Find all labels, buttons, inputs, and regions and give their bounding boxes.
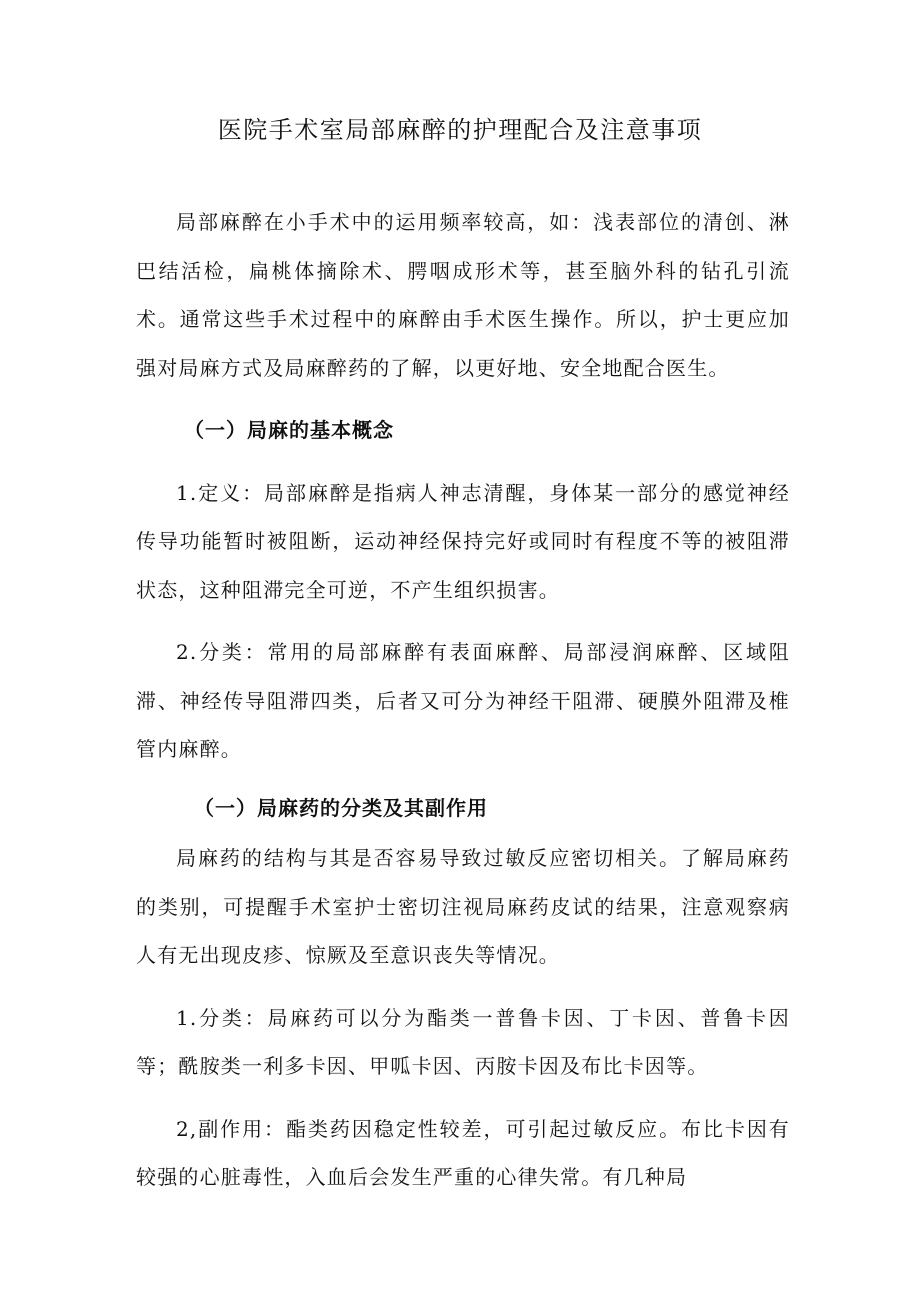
section-heading-anesthetic-classification: （一）局麻药的分类及其副作用 bbox=[194, 795, 488, 820]
definition-paragraph: 1.定义：局部麻醉是指病人神志清醒，身体某一部分的感觉神经传导功能暂时被阻断，运动神经保持完好或同时有程度不等的被阻滞状态，这种阻滞完全可逆，不产生组织损害。 bbox=[136, 480, 790, 602]
side-effects-paragraph: 2,副作用：酯类药因稳定性较差，可引起过敏反应。布比卡因有较强的心脏毒性，入血后会发生严重的心律失常。有几种局 bbox=[136, 1116, 790, 1189]
document-body bbox=[136, 198, 790, 1216]
anesthetic-classification-paragraph: 1.分类：局麻药可以分为酯类一普鲁卡因、丁卡因、普鲁卡因等；酰胺类一利多卡因、甲呱卡因、丙胺卡因及布比卡因等。 bbox=[136, 1005, 790, 1078]
anesthetic-intro-paragraph: 局麻药的结构与其是否容易导致过敏反应密切相关。了解局麻药的类别，可提醒手术室护士密切注视局麻药皮试的结果，注意观察病人有无出现皮疹、惊厥及至意识丧失等情况。 bbox=[136, 846, 790, 967]
document-title: 医院手术室局部麻醉的护理配合及注意事项 bbox=[217, 116, 703, 144]
section-heading-basic-concepts: （一）局麻的基本概念 bbox=[184, 418, 394, 442]
intro-paragraph: 局部麻醉在小手术中的运用频率较高，如：浅表部位的清创、淋巴结活检，扁桃体摘除术、腭咽成形术等，甚至脑外科的钻孔引流术。通常这些手术过程中的麻醉由手术医生操作。所以，护士更应加强对局麻方式及局麻醉药的了解，以更好地、安全地配合医生。 bbox=[136, 210, 790, 380]
classification-paragraph: 2.分类：常用的局部麻醉有表面麻醉、局部浸润麻醉、区域阻滞、神经传导阻滞四类，后者又可分为神经干阻滞、硬膜外阻滞及椎管内麻醉。 bbox=[136, 640, 790, 761]
